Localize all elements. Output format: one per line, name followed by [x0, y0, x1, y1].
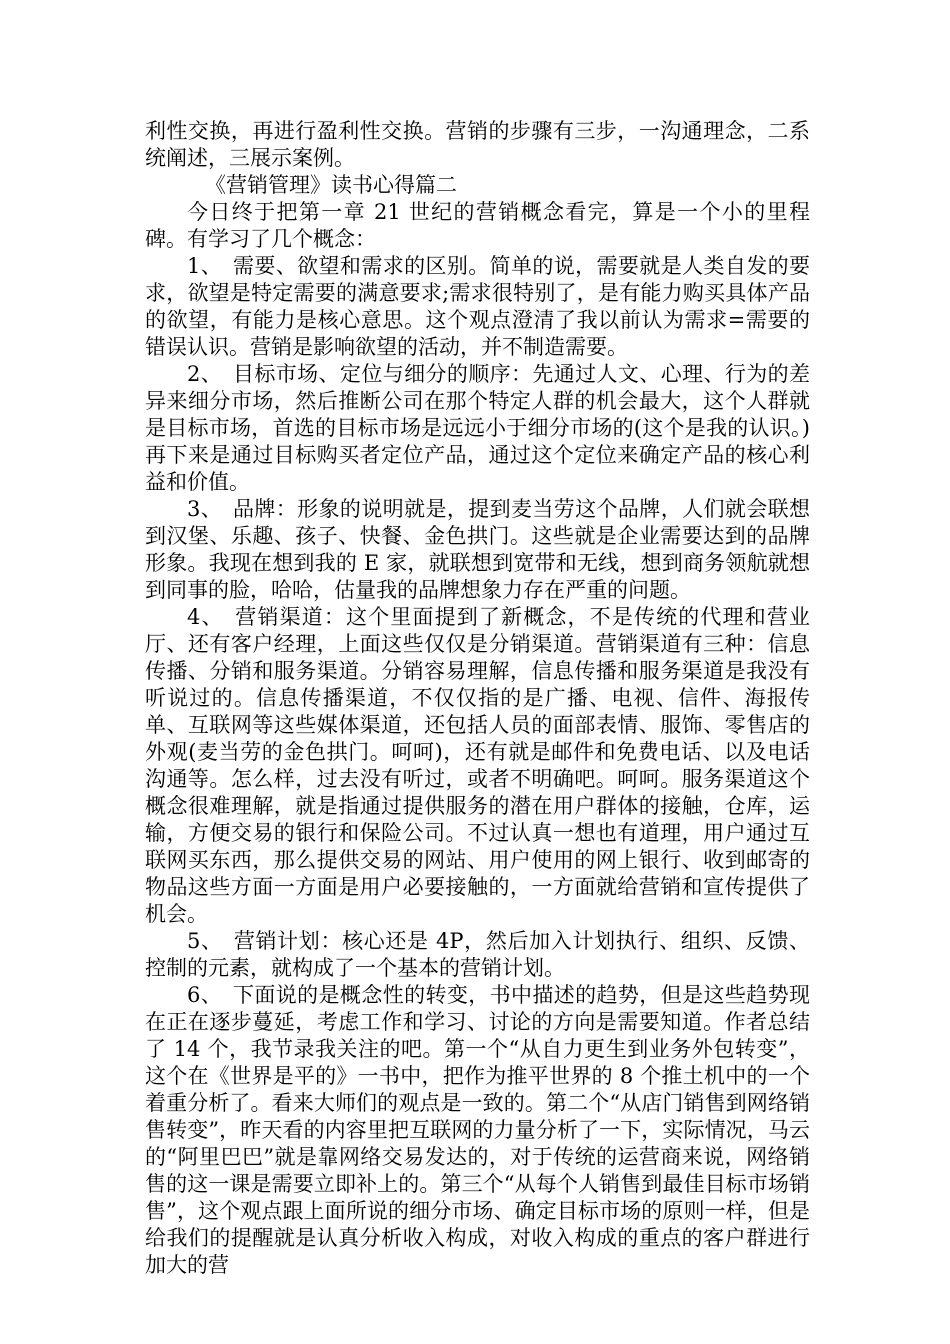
document-body: [145, 118, 810, 1279]
paragraph-item-4: 4、 营销渠道：这个里面提到了新概念，不是传统的代理和营业厅、还有客户经理，上面这些仅仅是分销渠道。营销渠道有三种：信息传播、分销和服务渠道。分销容易理解，信息传播和服务渠道是我没有听说过的。信息传播渠道，不仅仅指的是广播、电视、信件、海报传单、互联网等这些媒体渠道，还包括人员的面部表情、服饰、零售店的外观(麦当劳的金色拱门。呵呵)，还有就是邮件和免费电话、以及电话沟通等。怎么样，过去没有听过，或者不明确吧。呵呵。服务渠道这个概念很难理解，就是指通过提供服务的潜在用户群体的接触，仓库，运输，方便交易的银行和保险公司。不过认真一想也有道理，用户通过互联网买东西，那么提供交易的网站、用户使用的网上银行、收到邮寄的物品这些方面一方面是用户必要接触的，一方面就给营销和宣传提供了机会。: [145, 605, 810, 926]
paragraph-intro: 今日终于把第一章 21 世纪的营销概念看完，算是一个小的里程碑。有学习了几个概念：: [145, 200, 810, 251]
paragraph-item-5: 5、 营销计划：核心还是 4P，然后加入计划执行、组织、反馈、控制的元素，就构成了一个基本的营销计划。: [145, 929, 810, 980]
paragraph-continuation: 利性交换，再进行盈利性交换。营销的步骤有三步，一沟通理念，二系统阐述，三展示案例。: [145, 119, 810, 170]
section-heading: 《营销管理》读书心得篇二: [205, 173, 457, 197]
paragraph-item-3: 3、 品牌：形象的说明就是，提到麦当劳这个品牌，人们就会联想到汉堡、乐趣、孩子、快餐、金色拱门。这些就是企业需要达到的品牌形象。我现在想到我的 E 家，就联想到宽带和无线，想到商务领航就想到同事的脸，哈哈，估量我的品牌想象力存在严重的问题。: [145, 497, 810, 602]
paragraph-item-6: 6、 下面说的是概念性的转变，书中描述的趋势，但是这些趋势现在正在逐步蔓延，考虑工作和学习、讨论的方向是需要知道。作者总结了 14 个，我节录我关注的吧。第一个“从自力更生到业务外包转变”，这个在《世界是平的》一书中，把作为推平世界的 8 个推土机中的一个着重分析了。看来大师们的观点是一致的。第二个“从店门销售到网络销售转变”，昨天看的内容里把互联网的力量分析了一下，实际情况，马云的“阿里巴巴”就是靠网络交易发达的，对于传统的运营商来说，网络销售的这一课是需要立即补上的。第三个“从每个人销售到最佳目标市场销售”，这个观点跟上面所说的细分市场、确定目标市场的原则一样，但是给我们的提醒就是认真分析收入构成，对收入构成的重点的客户群进行加大的营: [145, 983, 810, 1277]
paragraph-item-2: 2、 目标市场、定位与细分的顺序：先通过人文、心理、行为的差异来细分市场，然后推断公司在那个特定人群的机会最大，这个人群就是目标市场，首选的目标市场是远远小于细分市场的(这个是我的认识。)再下来是通过目标购买者定位产品，通过这个定位来确定产品的核心利益和价值。: [145, 362, 810, 494]
paragraph-item-1: 1、 需要、欲望和需求的区别。简单的说，需要就是人类自发的要求，欲望是特定需要的满意要求;需求很特别了，是有能力购买具体产品的欲望，有能力是核心意思。这个观点澄清了我以前认为需求=需要的错误认识。营销是影响欲望的活动，并不制造需要。: [145, 254, 810, 359]
